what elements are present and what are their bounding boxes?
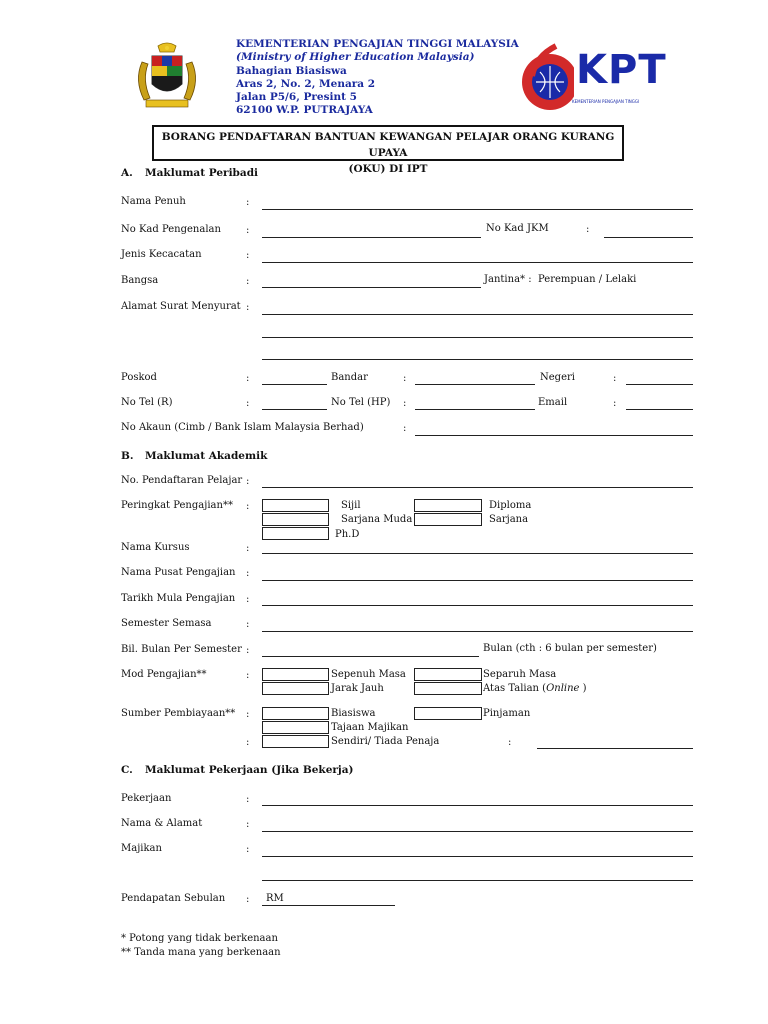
field-jenis-kecacatan[interactable]: [262, 262, 693, 263]
colon: :: [246, 894, 250, 905]
jantina-options[interactable]: Perempuan / Lelaki: [538, 274, 637, 285]
field-alamat-line-1[interactable]: [262, 314, 693, 315]
option-pinjaman: Pinjaman: [483, 708, 531, 719]
colon: :: [403, 373, 407, 384]
footnote-potong: * Potong yang tidak berkenaan: [121, 933, 278, 944]
colon: :: [246, 543, 250, 554]
field-pendapatan-sebulan[interactable]: [262, 905, 395, 906]
field-nama-pusat-pengajian[interactable]: [262, 580, 693, 581]
colon: :: [246, 568, 250, 579]
colon: :: [613, 398, 617, 409]
colon: :: [246, 844, 250, 855]
field-no-akaun[interactable]: [415, 435, 693, 436]
colon: :: [246, 501, 250, 512]
colon: :: [246, 476, 250, 487]
label-bangsa: Bangsa: [121, 275, 159, 286]
field-no-tel-hp[interactable]: [415, 409, 535, 410]
checkbox-atas-talian[interactable]: [414, 682, 482, 695]
checkbox-sijil[interactable]: [262, 499, 329, 512]
colon: :: [613, 373, 617, 384]
field-bandar[interactable]: [415, 384, 535, 385]
option-diploma: Diploma: [489, 500, 532, 511]
section-b-letter: B.: [121, 450, 134, 462]
option-atas-talian: [483, 683, 587, 694]
field-email[interactable]: [626, 409, 693, 410]
colon: :: [246, 373, 250, 384]
label-no-tel-hp: No Tel (HP): [331, 397, 391, 408]
checkbox-sepenuh-masa[interactable]: [262, 668, 329, 681]
label-nama-alamat: Nama & Alamat: [121, 818, 203, 829]
checkbox-pinjaman[interactable]: [414, 707, 482, 720]
form-title-line-2: (OKU) DI IPT: [348, 163, 428, 175]
malaysia-coat-of-arms-emblem: [128, 40, 206, 112]
field-pekerjaan[interactable]: [262, 805, 693, 806]
option-sarjana-muda: Sarjana Muda: [341, 514, 413, 525]
field-majikan-line-1[interactable]: [262, 856, 693, 857]
atas-talian-text: Atas Talian (: [483, 683, 547, 694]
colon: :: [246, 594, 250, 605]
label-semester-semasa: Semester Semasa: [121, 618, 212, 629]
field-nama-alamat[interactable]: [262, 831, 693, 832]
field-tarikh-mula[interactable]: [262, 605, 693, 606]
ministry-name: KEMENTERIAN PENGAJIAN TINGGI MALAYSIA: [236, 38, 519, 50]
option-sijil: Sijil: [341, 500, 361, 511]
checkbox-jarak-jauh[interactable]: [262, 682, 329, 695]
label-no-tel-r: No Tel (R): [121, 397, 173, 408]
field-bil-bulan[interactable]: [262, 656, 479, 657]
checkbox-sarjana-muda[interactable]: [262, 513, 329, 526]
colon: :: [246, 276, 250, 287]
field-no-kad-pengenalan[interactable]: [262, 237, 481, 238]
colon: :: [246, 619, 250, 630]
section-c-title: Maklumat Pekerjaan (Jika Bekerja): [145, 764, 354, 776]
colon: :: [403, 423, 407, 434]
option-jarak-jauh: Jarak Jauh: [331, 683, 384, 694]
option-biasiswa: Biasiswa: [331, 708, 376, 719]
checkbox-sendiri[interactable]: [262, 735, 329, 748]
colon: :: [246, 197, 250, 208]
label-negeri: Negeri: [540, 372, 575, 383]
ministry-english-name: (Ministry of Higher Education Malaysia): [236, 51, 475, 63]
field-no-pendaftaran[interactable]: [262, 487, 693, 488]
colon: :: [403, 398, 407, 409]
label-email: Email: [538, 397, 568, 408]
currency-rm: RM: [266, 893, 284, 904]
division-name: Bahagian Biasiswa: [236, 65, 347, 77]
colon: :: [246, 737, 250, 748]
address-line-1: Aras 2, No. 2, Menara 2: [236, 78, 376, 90]
label-mod-pengajian: Mod Pengajian**: [121, 669, 207, 680]
kpt-logo-text: KPT: [576, 47, 667, 93]
checkbox-phd[interactable]: [262, 527, 329, 540]
label-no-akaun: No Akaun (Cimb / Bank Islam Malaysia Berhad): [121, 422, 364, 433]
label-pendapatan-sebulan: Pendapatan Sebulan: [121, 893, 226, 904]
field-sendiri-details[interactable]: [537, 748, 693, 749]
label-tarikh-mula: Tarikh Mula Pengajian: [121, 593, 236, 604]
field-semester-semasa[interactable]: [262, 631, 693, 632]
label-nama-kursus: Nama Kursus: [121, 542, 190, 553]
colon: :: [246, 302, 250, 313]
option-sendiri: Sendiri/ Tiada Penaja: [331, 736, 440, 747]
label-jantina: Jantina* :: [484, 274, 532, 285]
label-no-kad-jkm: No Kad JKM: [486, 223, 549, 234]
option-phd: Ph.D: [335, 529, 360, 540]
label-pekerjaan: Pekerjaan: [121, 793, 172, 804]
label-bandar: Bandar: [331, 372, 368, 383]
online-text: Online: [546, 683, 580, 694]
address-line-3: 62100 W.P. PUTRAJAYA: [236, 104, 373, 116]
field-no-tel-r[interactable]: [262, 409, 327, 410]
kpt-logo-caption: KEMENTERIAN PENGAJIAN TINGGI: [572, 99, 640, 104]
field-negeri[interactable]: [626, 384, 693, 385]
checkbox-sarjana[interactable]: [414, 513, 482, 526]
section-b-title: Maklumat Akademik: [145, 450, 268, 462]
label-majikan: Majikan: [121, 843, 162, 854]
field-nama-kursus[interactable]: [262, 553, 693, 554]
option-separuh-masa: Separuh Masa: [483, 669, 557, 680]
option-sarjana: Sarjana: [489, 514, 529, 525]
section-c-letter: C.: [121, 764, 133, 776]
field-bangsa[interactable]: [262, 287, 481, 288]
form-title-line-1: BORANG PENDAFTARAN BANTUAN KEWANGAN PELAJAR ORANG KURANG UPAYA: [161, 131, 615, 159]
colon: :: [246, 794, 250, 805]
field-poskod[interactable]: [262, 384, 327, 385]
field-no-kad-jkm[interactable]: [604, 237, 693, 238]
colon: :: [246, 398, 250, 409]
checkbox-tajaan-majikan[interactable]: [262, 721, 329, 734]
section-a-title: Maklumat Peribadi: [145, 167, 259, 179]
label-no-kad-pengenalan: No Kad Pengenalan: [121, 224, 221, 235]
label-peringkat-pengajian: Peringkat Pengajian**: [121, 500, 233, 511]
field-nama-penuh[interactable]: [262, 209, 693, 210]
colon: :: [246, 645, 250, 656]
colon: :: [246, 250, 250, 261]
section-a-letter: A.: [121, 167, 133, 179]
checkbox-diploma[interactable]: [414, 499, 482, 512]
field-majikan-line-2[interactable]: [262, 880, 693, 881]
label-poskod: Poskod: [121, 372, 157, 383]
label-nama-pusat-pengajian: Nama Pusat Pengajian: [121, 567, 236, 578]
label-sumber-pembiayaan: Sumber Pembiayaan**: [121, 708, 236, 719]
checkbox-biasiswa[interactable]: [262, 707, 329, 720]
label-jenis-kecacatan: Jenis Kecacatan: [121, 249, 202, 260]
colon: :: [246, 709, 250, 720]
close-paren: ): [579, 683, 587, 694]
colon: :: [246, 670, 250, 681]
colon: :: [246, 819, 250, 830]
bulan-note: Bulan (cth : 6 bulan per semester): [483, 643, 657, 654]
label-alamat: Alamat Surat Menyurat: [121, 301, 241, 312]
colon: :: [586, 224, 590, 235]
checkbox-separuh-masa[interactable]: [414, 668, 482, 681]
label-no-pendaftaran: No. Pendaftaran Pelajar: [121, 475, 243, 486]
field-alamat-line-3[interactable]: [262, 359, 693, 360]
label-bil-bulan: Bil. Bulan Per Semester: [121, 644, 242, 655]
address-line-2: Jalan P5/6, Presint 5: [236, 91, 357, 103]
option-tajaan-majikan: Tajaan Majikan: [331, 722, 409, 733]
footnote-tanda: ** Tanda mana yang berkenaan: [121, 947, 281, 958]
field-alamat-line-2[interactable]: [262, 337, 693, 338]
label-nama-penuh: Nama Penuh: [121, 196, 186, 207]
option-sepenuh-masa: Sepenuh Masa: [331, 669, 406, 680]
colon: :: [246, 225, 250, 236]
colon: :: [508, 737, 512, 748]
